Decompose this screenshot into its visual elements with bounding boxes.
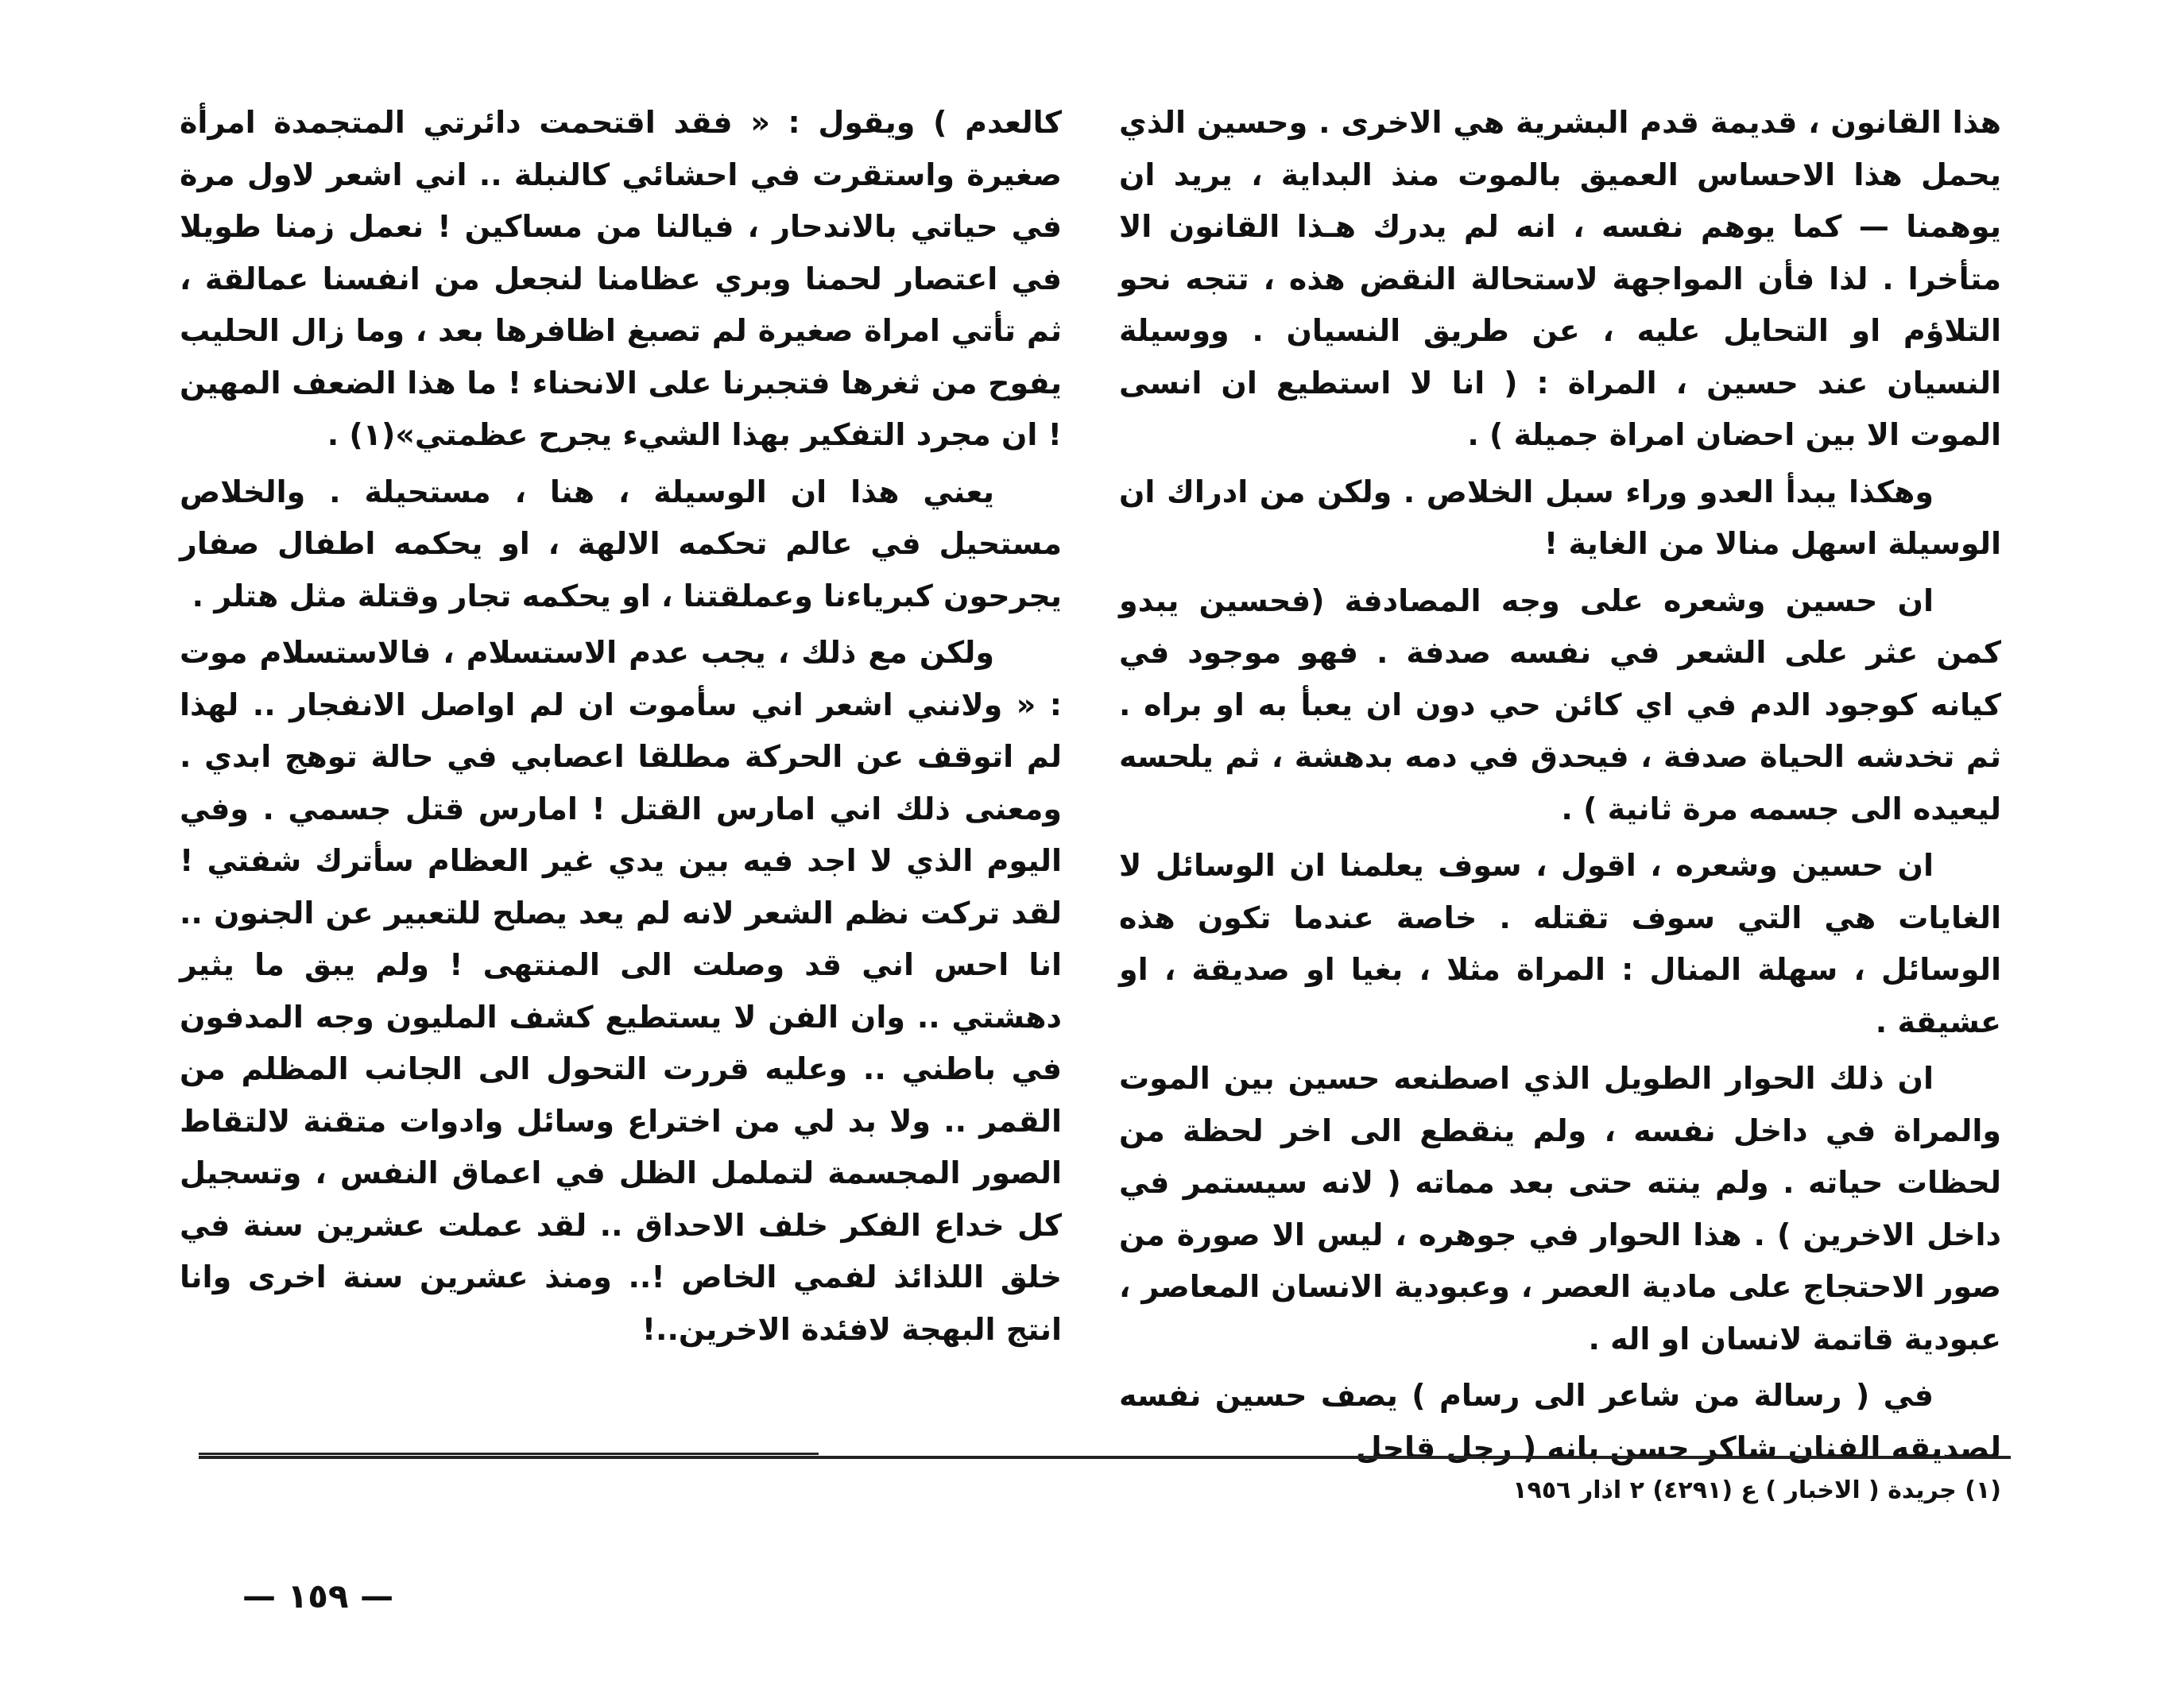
page-number: — ١٥٩ — [242, 1577, 394, 1616]
body-paragraph: كالعدم ) ويقول : « فقد اقتحمت دائرتي المتجمدة امرأة صغيرة واستقرت في احشائي كالنبلة .. اني اشعر لاول مرة في حياتي بالاندحار ، فيالنا من مساكين ! نعمل زمنا طويلا في اعتصار لحمنا وبري عظامنا لنجعل من انفسنا عمالقة ، ثم تأتي امراة صغيرة لم تصبغ اظافرها بعد ، وما زال الحليب يفوح من ثغرها فتجبرنا على الانحناء ! ما هذا الضعف المهين ! ان مجرد التفكير بهذا الشيء يجرح عظمتي»(١) . [180, 105, 1062, 452]
right-column [1119, 97, 2001, 1474]
body-paragraph: ان حسين وشعره ، اقول ، سوف يعلمنا ان الوسائل لا الغايات هي التي سوف تقتله . خاصة عندما تكون هذه الوسائل ، سهلة المنال : المراة مثلا ، بغيا او صديقة ، او عشيقة . [1119, 848, 2001, 1039]
footnote: (١) جريدة ( الاخبار ) ع (٤٢٩١) ٢ اذار ١٩٥٦ [1512, 1476, 2001, 1504]
body-paragraph: هذا القانون ، قديمة قدم البشرية هي الاخرى . وحسين الذي يحمل هذا الاحساس العميق بالموت منذ البداية ، يريد ان يوهمنا — كما يوهم نفسه ، انه لم يدرك هـذا القانون الا متأخرا . لذا فأن المواجهة لاستحالة النقض هذه ، تتجه نحو التلاؤم او التحايل عليه ، عن طريق النسيان . ووسيلة النسيان عند حسين ، المراة : ( انا لا استطيع ان انسى الموت الا بين احضان امراة جميلة ) . [1119, 105, 2001, 452]
column-end-divider [199, 1453, 819, 1455]
left-column [180, 97, 1062, 1356]
body-paragraph: ان ذلك الحوار الطويل الذي اصطنعه حسين بين الموت والمراة في داخل نفسه ، ولم ينقطع الى اخر لحظة من لحظات حياته . ولم ينته حتى بعد مماته ( لانه سيستمر في داخل الاخرين ) . هذا الحوار في جوهره ، ليس الا صورة من صور الاحتجاج على مادية العصر ، وعبودية الانسان المعاصر ، عبودية قاتمة لانسان او اله . [1119, 1061, 2001, 1356]
body-paragraph: وهكذا يبدأ العدو وراء سبل الخلاص . ولكن من ادراك ان الوسيلة اسهل منالا من الغاية ! [1119, 474, 2001, 561]
body-paragraph: ولكن مع ذلك ، يجب عدم الاستسلام ، فالاستسلام موت : « ولانني اشعر اني سأموت ان لم اواصل الانفجار .. لهذا لم اتوقف عن الحركة مطلقا اعصابي في حالة توهج ابدي . ومعنى ذلك اني امارس القتل ! امارس قتل جسمي . وفي اليوم الذي لا اجد فيه بين يدي غير العظام سأترك شفتي ! لقد تركت نظم الشعر لانه لم يعد يصلح للتعبير عن الجنون .. انا احس اني قد وصلت الى المنتهى ! ولم يبق ما يثير دهشتي .. وان الفن لا يستطيع كشف المليون وجه المدفون في باطني .. وعليه قررت التحول الى الجانب المظلم من القمر .. ولا بد لي من اختراع وسائل وادوات متقنة لالتقاط الصور المجسمة لتململ الظل في اعماق النفس ، وتسجيل كل خداع الفكر خلف الاحداق .. لقد عملت عشرين سنة في خلق اللذائذ لفمي الخاص !.. ومنذ عشرين سنة اخرى وانا انتج البهجة لافئدة الاخرين..! [180, 635, 1062, 1347]
body-paragraph: يعني هذا ان الوسيلة ، هنا ، مستحيلة . والخلاص مستحيل في عالم تحكمه الالهة ، او يحكمه اطفال صفار يجرحون كبرياءنا وعملقتنا ، او يحكمه تجار وقتلة مثل هتلر . [180, 474, 1062, 613]
body-paragraph: ان حسين وشعره على وجه المصادفة (فحسين يبدو كمن عثر على الشعر في نفسه صدفة . فهو موجود في كيانه كوجود الدم في اي كائن حي دون ان يعبأ به او براه . ثم تخدشه الحياة صدفة ، فيحدق في دمه بدهشة ، ثم يلحسه ليعيده الى جسمه مرة ثانية ) . [1119, 582, 2001, 826]
footnote-divider [199, 1456, 2011, 1459]
body-paragraph: في ( رسالة من شاعر الى رسام ) يصف حسين نفسه لصديقه الفنان شاكر حسن بانه ( رجل قاحل [1119, 1378, 2001, 1465]
